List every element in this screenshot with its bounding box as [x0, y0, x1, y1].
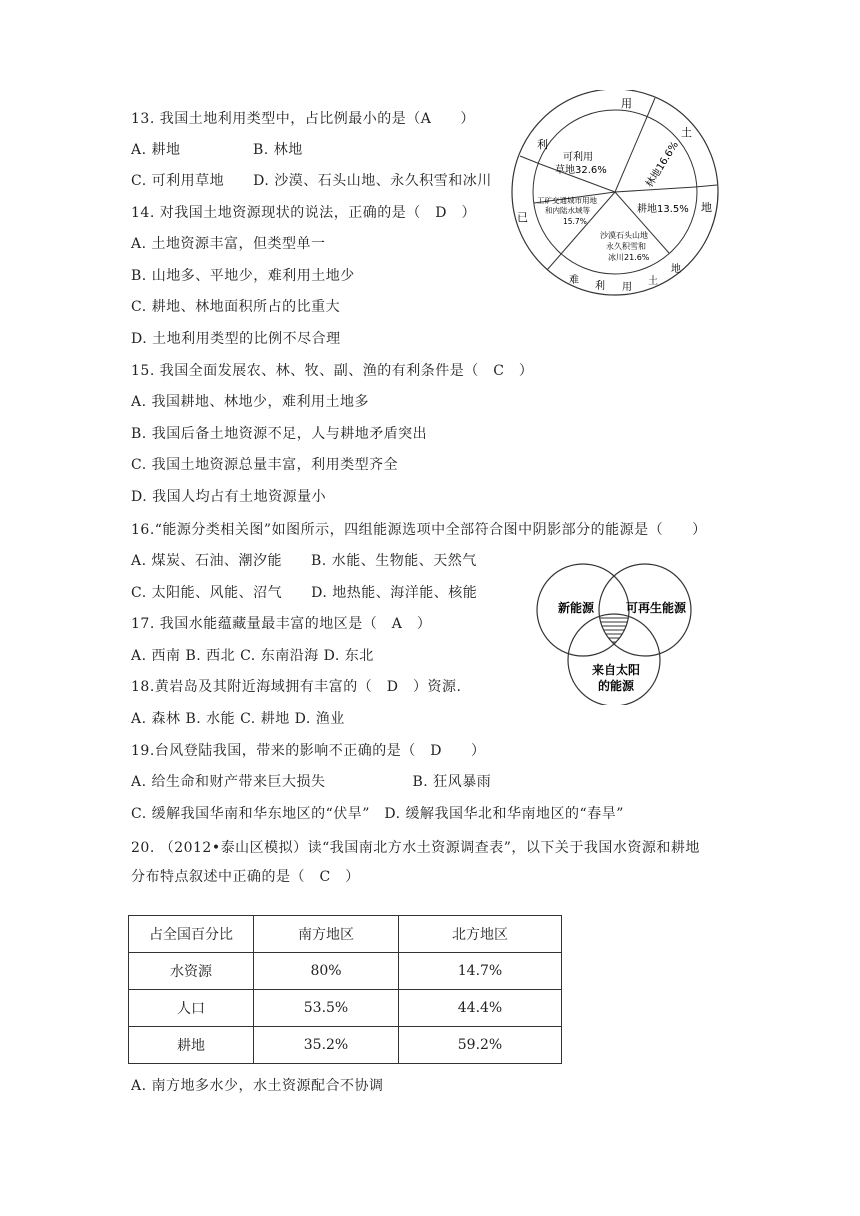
table-cell: 59.2%: [399, 1027, 562, 1064]
ring-char: 地: [671, 264, 681, 275]
table-header-row: [129, 916, 562, 953]
question-text: 17. 我国水能蕴藏量最丰富的地区是（ A ）: [131, 616, 432, 632]
table-header-cell: 南方地区: [254, 916, 399, 953]
ring-char: 难: [569, 275, 579, 286]
question-text: 19.台风登陆我国，带来的影响不正确的是（ D ）: [131, 743, 486, 759]
question-text: 16.“能源分类相关图”如图所示，四组能源选项中全部符合图中阴影部分的能源是（ ）: [131, 522, 707, 538]
question-text: C. 可利用草地 D. 沙漠、石头山地、永久积雪和冰川: [131, 173, 492, 189]
pie-slice-label: 和内陆水域等: [545, 206, 590, 215]
question-text: D. 土地利用类型的比例不尽合理: [131, 331, 341, 347]
ring-char: 土: [681, 126, 692, 139]
question-text: C. 我国土地资源总量丰富，利用类型齐全: [131, 457, 399, 473]
pie-slice-label: 沙漠石头山地: [600, 231, 648, 240]
question-text: A. 西南 B. 西北 C. 东南沿海 D. 东北: [131, 648, 374, 664]
question-text: C. 耕地、林地面积所占的比重大: [131, 299, 341, 315]
water-land-survey-table: [128, 915, 562, 1064]
venn-label: 可再生能源: [626, 601, 687, 615]
question-text: D. 我国人均占有土地资源量小: [131, 489, 327, 505]
table-cell: 水资源: [129, 953, 254, 990]
pie-slice-label: 工矿交通城市用地: [537, 196, 597, 205]
pie-slice-label: 永久积雪和: [606, 242, 646, 251]
question-text: A. 森林 B. 水能 C. 耕地 D. 渔业: [131, 711, 345, 727]
pie-slice-label: 冰川21.6%: [608, 253, 650, 262]
ring-char: 用: [622, 282, 632, 293]
question-text: B. 我国后备土地资源不足，人与耕地矛盾突出: [131, 426, 428, 442]
ring-char: 地: [701, 201, 712, 214]
pie-slice-label: 林地16.6%: [644, 139, 681, 190]
energy-venn-diagram: [530, 560, 710, 705]
ring-char: 用: [621, 97, 632, 110]
question-text: 20. （2012•泰山区模拟）读“我国南北方水土资源调查表”，以下关于我国水资源和耕地: [131, 840, 700, 856]
question-text: B. 山地多、平地少，难利用土地少: [131, 268, 355, 284]
land-use-pie-figure: [505, 90, 725, 296]
question-text: 分布特点叙述中正确的是（ C ）: [131, 869, 360, 885]
answer-option-text: A. 南方地多水少，水土资源配合不协调: [131, 1078, 384, 1094]
question-text: C. 缓解我国华南和华东地区的“伏旱” D. 缓解我国华北和华南地区的“春旱”: [131, 806, 624, 822]
question-text: A. 煤炭、石油、潮汐能 B. 水能、生物能、天然气: [131, 553, 477, 569]
question-text: A. 土地资源丰富，但类型单一: [131, 236, 326, 252]
question-text: 15. 我国全面发展农、林、牧、副、渔的有利条件是（ C ）: [131, 363, 534, 379]
venn-label: 新能源: [558, 601, 595, 615]
question-text: A. 耕地 B. 林地: [131, 142, 303, 158]
table-cell: 44.4%: [399, 990, 562, 1027]
ring-char: 利: [537, 138, 548, 151]
pie-slice-label: 15.7%: [563, 217, 587, 226]
pie-slice-label: 耕地13.5%: [637, 204, 689, 215]
table-cell: 35.2%: [254, 1027, 399, 1064]
table-cell: 耕地: [129, 1027, 254, 1064]
venn-label: 的能源: [598, 679, 635, 693]
ring-char: 已: [517, 211, 528, 224]
table-cell: 80%: [254, 953, 399, 990]
question-text: C. 太阳能、风能、沼气 D. 地热能、海洋能、核能: [131, 585, 478, 601]
pie-slice-label: 草地32.6%: [555, 165, 607, 176]
table-row: [129, 953, 562, 990]
question-text: A. 给生命和财产带来巨大损失 B. 狂风暴雨: [131, 774, 492, 790]
question-text: 14. 对我国土地资源现状的说法，正确的是（ D ）: [131, 205, 476, 221]
table-row: [129, 1027, 562, 1064]
table-cell: 人口: [129, 990, 254, 1027]
ring-char: 土: [648, 276, 658, 287]
table-cell: 14.7%: [399, 953, 562, 990]
table-row: [129, 990, 562, 1027]
question-text: A. 我国耕地、林地少，难利用土地多: [131, 394, 370, 410]
venn-label: 来自太阳: [592, 663, 641, 677]
table-cell: 53.5%: [254, 990, 399, 1027]
pie-slice-label: 可利用: [563, 152, 593, 163]
question-text: 18.黄岩岛及其附近海域拥有丰富的（ D ）资源.: [131, 679, 462, 695]
ring-char: 利: [595, 281, 605, 292]
table-header-cell: 北方地区: [399, 916, 562, 953]
question-text: 13. 我国土地利用类型中，占比例最小的是（A ）: [131, 111, 475, 127]
table-header-cell: 占全国百分比: [129, 916, 254, 953]
